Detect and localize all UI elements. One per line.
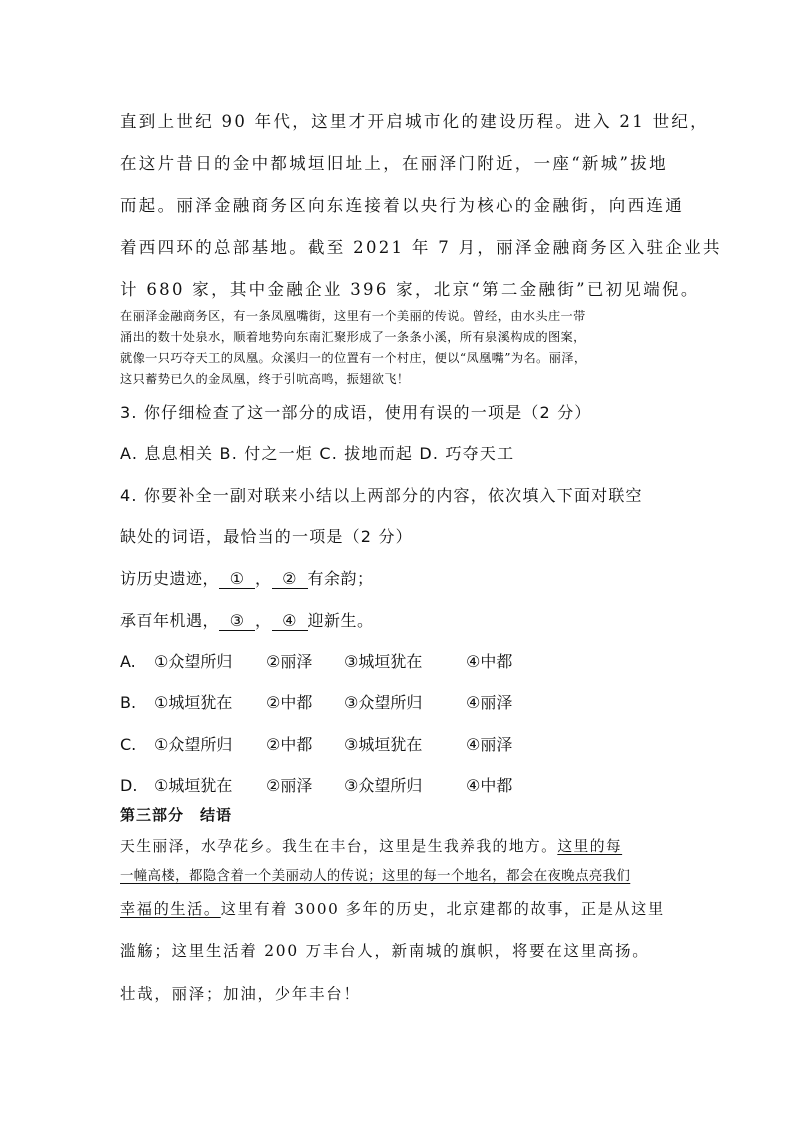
couplet-text: ，: [255, 569, 272, 588]
paragraph-line: 这只蓄势已久的金凤凰，终于引吭高鸣，振翅欲飞！: [120, 372, 410, 386]
option-item: ③城垣犹在: [344, 652, 423, 671]
question-3-stem: 3. 你仔细检查了这一部分的成语，使用有误的一项是（2 分）: [120, 403, 592, 422]
couplet-text: 迎新生。: [307, 611, 374, 630]
underlined-text: 幸福的生活。: [120, 900, 221, 918]
question-4-stem: 缺处的词语，最恰当的一项是（2 分）: [120, 527, 413, 546]
blank-2: ②: [272, 570, 308, 589]
paragraph-line: 直到上世纪 90 年代，这里才开启城市化的建设历程。进入 21 世纪，: [120, 112, 709, 131]
paragraph-line: 在这片昔日的金中都城垣旧址上，在丽泽门附近，一座“新城”拔地: [120, 154, 668, 173]
paragraph-line: 计 680 家，其中金融企业 396 家，北京“第二金融街”已初见端倪。: [120, 280, 700, 299]
option-item: ①城垣犹在: [154, 776, 233, 795]
paragraph-line: 涌出的数十处泉水，顺着地势向东南汇聚形成了一条条小溪，所有泉溪构成的图案，: [120, 330, 586, 344]
option-b: [120, 690, 512, 713]
blank-4: ④: [272, 612, 308, 631]
underlined-text: 这里的每: [557, 838, 623, 855]
couplet-text: 有余韵；: [307, 569, 374, 588]
paragraph-line: [120, 835, 622, 856]
option-item: ②中都: [266, 735, 313, 754]
paragraph-line: 着西四环的总部基地。截至 2021 年 7 月，丽泽金融商务区入驻企业共: [120, 238, 722, 257]
option-item: ④中都: [466, 776, 513, 795]
option-d: [120, 773, 512, 796]
option-item: ②中都: [266, 693, 313, 712]
paragraph-line: 在丽泽金融商务区，有一条凤凰嘴街，这里有一个美丽的传说。曾经，由水头庄一带: [120, 309, 586, 323]
blank-1: ①: [219, 570, 255, 589]
option-letter: B.: [120, 693, 137, 712]
plain-text: 天生丽泽，水孕花乡。我生在丰台，这里是生我养我的地方。: [120, 838, 558, 855]
paragraph-line: 就像一只巧夺天工的凤凰。众溪归一的位置有一个村庄，便以“凤凰嘴”为名。丽泽，: [120, 351, 587, 365]
option-item: ④丽泽: [466, 735, 513, 754]
couplet-text: 承百年机遇，: [120, 611, 220, 630]
option-item: ③城垣犹在: [344, 735, 423, 754]
option-item: ④丽泽: [466, 693, 513, 712]
option-a: [120, 649, 512, 672]
couplet-text: ，: [255, 611, 272, 630]
option-item: ③众望所归: [344, 693, 423, 712]
paragraph-line: 而起。丽泽金融商务区向东连接着以央行为核心的金融街，向西连通: [120, 196, 684, 215]
question-3-options: A. 息息相关 B. 付之一炬 C. 拔地而起 D. 巧夺天工: [120, 444, 515, 463]
couplet-line-1: [120, 566, 374, 589]
option-item: ③众望所归: [344, 776, 423, 795]
paragraph-line: [120, 898, 665, 919]
option-c: [120, 732, 512, 755]
option-letter: A.: [120, 652, 136, 671]
blank-3: ③: [219, 612, 255, 631]
option-letter: C.: [120, 735, 137, 754]
option-item: ①众望所归: [154, 652, 233, 671]
option-item: ②丽泽: [266, 652, 313, 671]
option-item: ②丽泽: [266, 776, 313, 795]
couplet-line-2: [120, 608, 374, 631]
couplet-text: 访历史遗迹，: [120, 569, 220, 588]
question-4-stem: 4. 你要补全一副对联来小结以上两部分的内容，依次填入下面对联空: [120, 486, 643, 505]
section-heading: 第三部分 结语: [120, 806, 233, 824]
underlined-text: 一幢高楼，都隐含着一个美丽动人的传说；这里的每一个地名，都会在夜晚点亮我们: [120, 869, 631, 884]
paragraph-line: 滥觞；这里生活着 200 万丰台人，新南城的旗帜，将要在这里高扬。: [120, 942, 650, 960]
option-item: ④中都: [466, 652, 513, 671]
option-letter: D.: [120, 776, 138, 795]
option-item: ①城垣犹在: [154, 693, 233, 712]
paragraph-line: 壮哉，丽泽；加油，少年丰台！: [120, 985, 361, 1003]
plain-text: 这里有着 3000 多年的历史，北京建都的故事，正是从这里: [220, 900, 665, 918]
option-item: ①众望所归: [154, 735, 233, 754]
